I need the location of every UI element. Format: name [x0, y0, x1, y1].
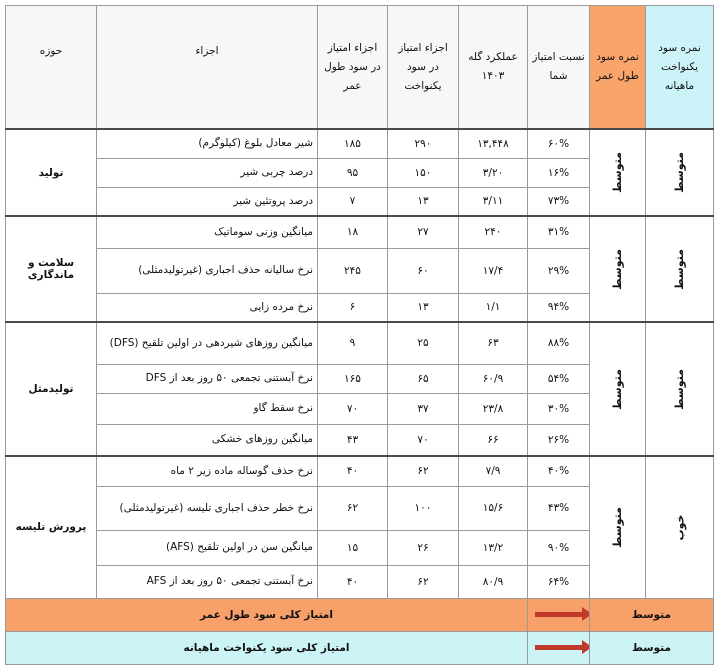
monthly-grade-reproduction [646, 322, 714, 456]
longevity-points-cell: ۴۳ [318, 424, 388, 456]
header-monthly-score: نمره سود یکنواخت ماهیانه [646, 6, 714, 130]
component-cell: نرخ مرده زایی [97, 293, 318, 322]
herd-performance-cell: ۷/۹ [459, 456, 528, 486]
grade-text: متوسط [672, 368, 686, 410]
uniformity-points-cell: ۱۳ [388, 293, 459, 322]
grade-text: متوسط [610, 248, 624, 290]
component-cell: میانگین روزهای شیردهی در اولین تلقیح (DFS) [97, 322, 318, 364]
herd-performance-cell: ۱۳/۲ [459, 530, 528, 565]
longevity-grade-production [590, 129, 646, 216]
summary-longevity-grade: متوسط [590, 598, 714, 631]
domain-production: تولید [6, 129, 97, 216]
ratio-cell: ۲۹% [528, 248, 590, 293]
table-row [6, 129, 714, 158]
longevity-points-cell: ۶ [318, 293, 388, 322]
summary-monthly-row [6, 631, 714, 664]
monthly-grade-production [646, 129, 714, 216]
uniformity-points-cell: ۶۰ [388, 248, 459, 293]
uniformity-points-cell: ۱۰۰ [388, 486, 459, 530]
herd-performance-cell: ۱۵/۶ [459, 486, 528, 530]
ratio-cell: ۳۱% [528, 216, 590, 248]
header-herd-performance: عملکرد گله ۱۴۰۳ [459, 6, 528, 130]
component-cell: نرخ سالیانه حذف اجباری (غیرتولیدمثلی) [97, 248, 318, 293]
uniformity-points-cell: ۲۷ [388, 216, 459, 248]
grade-text: خوب [672, 514, 686, 541]
ratio-cell: ۹۴% [528, 293, 590, 322]
uniformity-points-cell: ۶۲ [388, 456, 459, 486]
longevity-points-cell: ۷۰ [318, 393, 388, 424]
longevity-points-cell: ۴۰ [318, 565, 388, 598]
uniformity-points-cell: ۲۵ [388, 322, 459, 364]
table-row [6, 456, 714, 486]
longevity-points-cell: ۷ [318, 187, 388, 216]
summary-monthly-title: امتیاز کلی سود یکنواخت ماهیانه [6, 631, 528, 664]
grade-text: متوسط [610, 368, 624, 410]
longevity-points-cell: ۶۲ [318, 486, 388, 530]
uniformity-points-cell: ۱۳ [388, 187, 459, 216]
ratio-cell: ۸۸% [528, 322, 590, 364]
longevity-points-cell: ۲۴۵ [318, 248, 388, 293]
component-cell: نرخ آبستنی تجمعی ۵۰ روز بعد از AFS [97, 565, 318, 598]
herd-performance-cell: ۲۴۰ [459, 216, 528, 248]
herd-performance-cell: ۱۷/۴ [459, 248, 528, 293]
ratio-cell: ۷۳% [528, 187, 590, 216]
uniformity-points-cell: ۳۷ [388, 393, 459, 424]
herd-performance-cell: ۱/۱ [459, 293, 528, 322]
component-cell: نرخ سقط گاو [97, 393, 318, 424]
herd-performance-cell: ۳/۱۱ [459, 187, 528, 216]
ratio-cell: ۱۶% [528, 158, 590, 187]
summary-longevity-title: امتیاز کلی سود طول عمر [6, 598, 528, 631]
longevity-points-cell: ۱۸ [318, 216, 388, 248]
ratio-cell: ۵۴% [528, 364, 590, 393]
header-row [6, 6, 714, 130]
grade-text: متوسط [672, 152, 686, 193]
score-table [5, 5, 714, 665]
ratio-cell: ۴۰% [528, 456, 590, 486]
grade-text: متوسط [672, 248, 686, 290]
uniformity-points-cell: ۱۵۰ [388, 158, 459, 187]
longevity-grade-reproduction [590, 322, 646, 456]
uniformity-points-cell: ۷۰ [388, 424, 459, 456]
component-cell: درصد پروتئین شیر [97, 187, 318, 216]
longevity-points-cell: ۱۶۵ [318, 364, 388, 393]
uniformity-points-cell: ۲۶ [388, 530, 459, 565]
ratio-cell: ۳۰% [528, 393, 590, 424]
component-cell: نرخ حذف گوساله ماده زیر ۲ ماه [97, 456, 318, 486]
uniformity-points-cell: ۶۵ [388, 364, 459, 393]
arrow-right-icon [535, 612, 583, 617]
ratio-cell: ۴۳% [528, 486, 590, 530]
longevity-points-cell: ۹۵ [318, 158, 388, 187]
summary-monthly-grade: متوسط [590, 631, 714, 664]
component-cell: شیر معادل بلوغ (کیلوگرم) [97, 129, 318, 158]
longevity-grade-heifer [590, 456, 646, 598]
monthly-grade-heifer [646, 456, 714, 598]
table-row [6, 216, 714, 248]
header-longevity-score: نمره سود طول عمر [590, 6, 646, 130]
summary-longevity-row [6, 598, 714, 631]
herd-performance-cell: ۱۳,۴۴۸ [459, 129, 528, 158]
longevity-points-cell: ۱۸۵ [318, 129, 388, 158]
ratio-cell: ۶۰% [528, 129, 590, 158]
monthly-grade-health [646, 216, 714, 322]
herd-performance-cell: ۳/۲۰ [459, 158, 528, 187]
herd-performance-cell: ۶۶ [459, 424, 528, 456]
domain-reproduction: تولیدمثل [6, 322, 97, 456]
uniformity-points-cell: ۶۲ [388, 565, 459, 598]
header-ratio: نسبت امتیاز شما [528, 6, 590, 130]
uniformity-points-cell: ۲۹۰ [388, 129, 459, 158]
herd-performance-cell: ۲۳/۸ [459, 393, 528, 424]
component-cell: میانگین روزهای خشکی [97, 424, 318, 456]
table-row [6, 322, 714, 364]
longevity-points-cell: ۱۵ [318, 530, 388, 565]
herd-performance-cell: ۶۰/۹ [459, 364, 528, 393]
header-component: اجزاء [97, 6, 318, 130]
summary-longevity-arrow [528, 598, 590, 631]
longevity-points-cell: ۴۰ [318, 456, 388, 486]
arrow-right-icon [535, 645, 583, 650]
summary-monthly-arrow [528, 631, 590, 664]
herd-performance-cell: ۸۰/۹ [459, 565, 528, 598]
component-cell: درصد چربی شیر [97, 158, 318, 187]
component-cell: نرخ خطر حذف اجباری تلیسه (غیرتولیدمثلی) [97, 486, 318, 530]
header-longevity-points: اجزاء امتیاز در سود طول عمر [318, 6, 388, 130]
domain-health: سلامت و ماندگاری [6, 216, 97, 322]
grade-text: متوسط [610, 506, 624, 548]
herd-performance-cell: ۶۳ [459, 322, 528, 364]
ratio-cell: ۲۶% [528, 424, 590, 456]
header-uniformity-points: اجزاء امتیاز در سود یکنواخت [388, 6, 459, 130]
domain-heifer-rearing: پرورش تلیسه [6, 456, 97, 598]
longevity-grade-health [590, 216, 646, 322]
component-cell: میانگین وزنی سوماتیک [97, 216, 318, 248]
header-domain: حوزه [6, 6, 97, 130]
longevity-points-cell: ۹ [318, 322, 388, 364]
component-cell: میانگین سن در اولین تلقیح (AFS) [97, 530, 318, 565]
grade-text: متوسط [610, 152, 624, 193]
component-cell: نرخ آبستنی تجمعی ۵۰ روز بعد از DFS [97, 364, 318, 393]
ratio-cell: ۹۰% [528, 530, 590, 565]
ratio-cell: ۶۴% [528, 565, 590, 598]
